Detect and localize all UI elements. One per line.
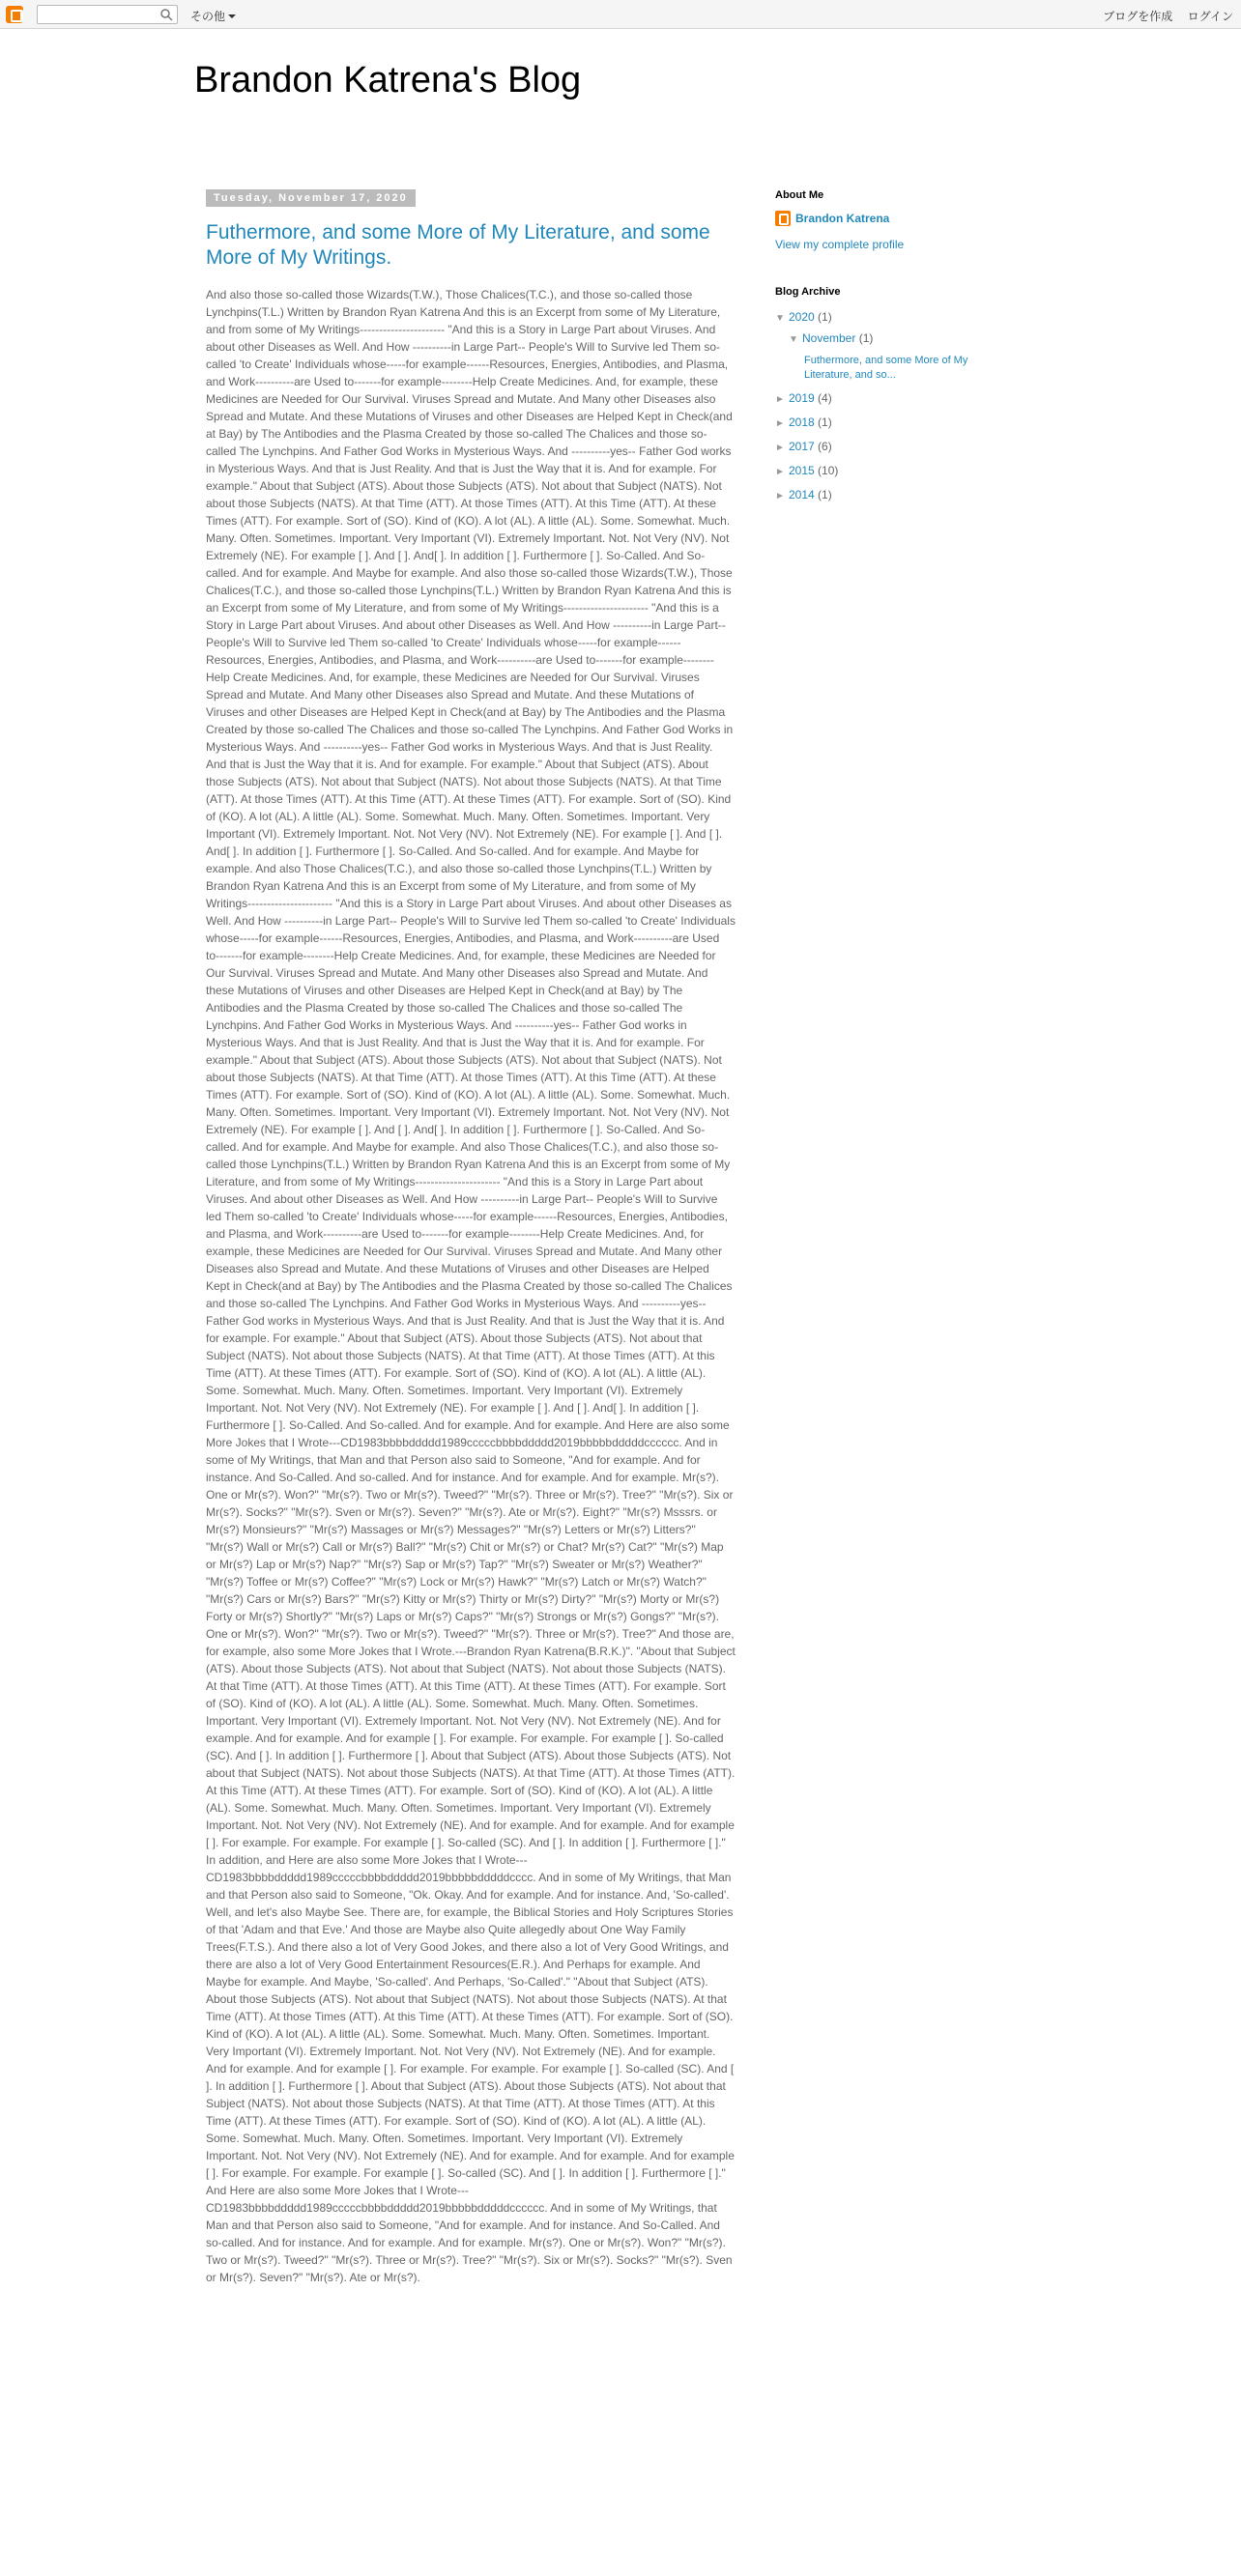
more-menu-label: その他 — [190, 10, 226, 23]
post-title[interactable]: Futhermore, and some More of My Literature, and some More of My Writings. — [206, 221, 710, 269]
archive-post-link[interactable]: Futhermore, and some More of My Literature, and so... — [804, 355, 968, 381]
search-icon[interactable] — [158, 7, 175, 22]
more-menu[interactable] — [190, 8, 236, 24]
profile-name: Brandon Katrena — [795, 212, 890, 225]
expanded-triangle-icon[interactable]: ▼ — [775, 313, 785, 324]
collapsed-triangle-icon[interactable]: ► — [775, 418, 785, 429]
archive-year-2017[interactable] — [775, 437, 1007, 458]
chevron-down-icon — [228, 14, 236, 18]
profile-name-link[interactable] — [775, 211, 1007, 226]
blog-title[interactable]: Brandon Katrena's Blog — [194, 60, 582, 100]
view-profile-link[interactable]: View my complete profile — [775, 238, 905, 251]
collapsed-triangle-icon[interactable]: ► — [775, 467, 785, 477]
sidebar — [775, 189, 1007, 506]
login-link[interactable]: ログイン — [1187, 10, 1233, 23]
collapsed-triangle-icon[interactable]: ► — [775, 443, 785, 453]
archive-year-2019[interactable] — [775, 388, 1007, 410]
archive-year-2015[interactable] — [775, 461, 1007, 482]
expanded-triangle-icon[interactable]: ▼ — [789, 334, 798, 345]
archive-month-label[interactable]: November — [802, 331, 856, 345]
archive-year-2018[interactable] — [775, 413, 1007, 434]
archive-count: (4) — [818, 391, 832, 405]
about-me-title: About Me — [775, 189, 824, 201]
archive-count: (1) — [818, 310, 832, 324]
create-blog-link[interactable]: ブログを作成 — [1103, 10, 1173, 23]
blogger-navbar — [0, 0, 1241, 29]
archive-year-label[interactable]: 2017 — [789, 440, 815, 453]
blogger-profile-icon — [775, 211, 791, 226]
post-date: Tuesday, November 17, 2020 — [206, 189, 416, 207]
blog-archive — [775, 286, 1007, 506]
main-column — [206, 188, 736, 2576]
archive-year-2014[interactable] — [775, 485, 1007, 506]
archive-count: (1) — [818, 415, 832, 429]
archive-year-label[interactable]: 2020 — [789, 310, 815, 324]
collapsed-triangle-icon[interactable]: ► — [775, 491, 785, 501]
blogger-logo-icon[interactable] — [6, 6, 23, 23]
archive-count: (6) — [818, 440, 832, 453]
archive-count: (1) — [858, 331, 874, 345]
archive-year-label[interactable]: 2018 — [789, 415, 815, 429]
archive-count: (1) — [818, 488, 832, 501]
archive-month-november[interactable] — [775, 329, 1007, 350]
archive-count: (10) — [818, 464, 839, 477]
archive-year-label[interactable]: 2014 — [789, 488, 815, 501]
post-body: And also those so-called those Wizards(T.W.), Those Chalices(T.C.), and those so-called those Lynchpins(T.L.) Written by Brandon Ryan Katrena And this is an Excerpt from some of My Literature, and from some of My Writings---------------------- "And this is a Story in Large Part about Viruses. And about other Diseases as Well. And How ----------in Large Part-- People's Will to Survive led Them so-called 'to Create' Individuals whose-----for example------Resources, Energies, Antibodies, and Plasma, and Work----------are Used to-------for example--------Help Create Medicines. And, for example, these Medicines are Needed for Our Survival. Viruses Spread and Mutate. And Many other Diseases also Spread and Mutate. And these Mutations of Viruses and other Diseases are Helped Kept in Check(and at Bay) by The Antibodies and the Plasma Created by those so-called The Chalices and those so-called The Lynchpins. And Father God Works in Mysterious Ways. And ----------yes-- Father God works in Mysterious Ways. And that is Just Reality. And that is Just the Way that it is. And for example. For example." About that Subject (ATS). About those Subjects (ATS). Not about that Subject (NATS). Not about those Subjects (NATS). At that Time (ATT). At those Times (ATT). At this Time (ATT). At these Times (ATT). For example. Sort of (SO). Kind of (KO). A lot (AL). A little (AL). Some. Somewhat. Much. Many. Often. Sometimes. Important. Very Important (VI). Extremely Important. Not. Not Very (NV). Not Extremely (NE). For example [ ]. And [ ]. And[ ]. In addition [ ]. Furthermore [ ]. So-Called. And So-called. And for example. And Maybe for example. And also those so-called those Wizards(T.W.), Those Chalices(T.C.), and those so-called those Lynchpins(T.L.) Written by Brandon Ryan Katrena And this is an Excerpt from some of My Literature, and from some of My Writings---------------------- "And this is a Story in Large Part about Viruses. And about other Diseases as Well. And How ----------in Large Part-- People's Will to Survive led Them so-called 'to Create' Individuals whose-----for example------Resources, Energies, Antibodies, and Plasma, and Work----------are Used to-------for example--------Help Create Medicines. And, for example, these Medicines are Needed for Our Survival. Viruses Spread and Mutate. And Many other Diseases also Spread and Mutate. And these Mutations of Viruses and other Diseases are Helped Kept in Check(and at Bay) by The Antibodies and the Plasma Created by those so-called The Chalices and those so-called The Lynchpins. And Father God Works in Mysterious Ways. And ----------yes-- Father God works in Mysterious Ways. And that is Just Reality. And that is Just the Way that it is. And for example. For example." About that Subject (ATS). About those Subjects (ATS). Not about that Subject (NATS). Not about those Subjects (NATS). At that Time (ATT). At those Times (ATT). At this Time (ATT). At these Times (ATT). For example. Sort of (SO). Kind of (KO). A lot (AL). A little (AL). Some. Somewhat. Much. Many. Often. Sometimes. Important. Very Important (VI). Extremely Important. Not. Not Very (NV). Not Extremely (NE). For example [ ]. And [ ]. And[ ]. In addition [ ]. Furthermore [ ]. So-Called. And So-called. And for example. And Maybe for example. And also Those Chalices(T.C.), and also those so-called those Lynchpins(T.L.) Written by Brandon Ryan Katrena And this is an Excerpt from some of My Literature, and from some of My Writings---------------------- "And this is a Story in Large Part about Viruses. And about other Diseases as Well. And How ----------in Large Part-- People's Will to Survive led Them so-called 'to Create' Individuals whose-----for example------Resources, Energies, Antibodies, and Plasma, and Work----------are Used to-------for example--------Help Create Medicines. And, for example, these Medicines are Needed for Our Survival. Viruses Spread and Mutate. And Many other Diseases also Spread and Mutate. And these Mutations of Viruses and other Diseases are Helped Kept in Check(and at Bay) by The Antibodies and the Plasma Created by those so-called The Chalices and those so-called The Lynchpins. And Father God Works in Mysterious Ways. And ----------yes-- Father God works in Mysterious Ways. And that is Just Reality. And that is Just the Way that it is. And for example. For example." About that Subject (ATS). About those Subjects (ATS). Not about that Subject (NATS). Not about those Subjects (NATS). At that Time (ATT). At those Times (ATT). At this Time (ATT). At these Times (ATT). For example. Sort of (SO). Kind of (KO). A lot (AL). A little (AL). Some. Somewhat. Much. Many. Often. Sometimes. Important. Very Important (VI). Extremely Important. Not. Not Very (NV). Not Extremely (NE). For example [ ]. And [ ]. And[ ]. In addition [ ]. Furthermore [ ]. So-Called. And So-called. And for example. And Maybe for example. And also Those Chalices(T.C.), and also those so-called those Lynchpins(T.L.) Written by Brandon Ryan Katrena And this is an Excerpt from some of My Literature, and from some of My Writings---------------------- "And this is a Story in Large Part about Viruses. And about other Diseases as Well. And How ----------in Large Part-- People's Will to Survive led Them so-called 'to Create' Individuals whose-----for example------Resources, Energies, Antibodies, and Plasma, and Work----------are Used to-------for example--------Help Create Medicines. And, for example, these Medicines are Needed for Our Survival. Viruses Spread and Mutate. And Many other Diseases also Spread and Mutate. And these Mutations of Viruses and other Diseases are Helped Kept in Check(and at Bay) by The Antibodies and the Plasma Created by those so-called The Chalices and those so-called The Lynchpins. And Father God Works in Mysterious Ways. And ----------yes-- Father God works in Mysterious Ways. And that is Just Reality. And that is Just the Way that it is. And for example. For example." About that Subject (ATS). About those Subjects (ATS). Not about that Subject (NATS). Not about those Subjects (NATS). At that Time (ATT). At those Times (ATT). At this Time (ATT). At these Times (ATT). For example. Sort of (SO). Kind of (KO). A lot (AL). A little (AL). Some. Somewhat. Much. Many. Often. Sometimes. Important. Very Important (VI). Extremely Important. Not. Not Very (NV). Not Extremely (NE). For example [ ]. And [ ]. And[ ]. In addition [ ]. Furthermore [ ]. So-Called. And So-called. And for example. And for example. And Here are also some More Jokes that I Wrote---CD1983bbbbddddd1989cccccbbbbddddd2019bbbbbdddddcccccc. And in some of My Writings, that Man and that Person also said to Someone, "And for example. And for instance. And So-Called. And so-called. And for instance. And for example. And for example. Mr(s?). One or Mr(s?). Won?" "Mr(s?). Two or Mr(s?). Tweed?" "Mr(s?). Three or Mr(s?). Tree?" "Mr(s?). Six or Mr(s?). Socks?" "Mr(s?). Sven or Mr(s?). Seven?" "Mr(s?). Ate or Mr(s?). Eight?" "Mr(s?) Msssrs. or Mr(s?) Monsieurs?" "Mr(s?) Massages or Mr(s?) Messages?" "Mr(s?) Letters or Mr(s?) Litters?" "Mr(s?) Wall or Mr(s?) Call or Mr(s?) Ball?" "Mr(s?) Chit or Mr(s?) or Chat? Mr(s?) Cat?" "Mr(s?) Map or Mr(s?) Lap or Mr(s?) Nap?" "Mr(s?) Sap or Mr(s?) Tap?" "Mr(s?) Sweater or Mr(s?) Weather?" "Mr(s?) Toffee or Mr(s?) Coffee?" "Mr(s?) Lock or Mr(s?) Hawk?" "Mr(s?) Latch or Mr(s?) Watch?" "Mr(s?) Cars or Mr(s?) Bars?" "Mr(s?) Kitty or Mr(s?) Thirty or Mr(s?) Dirty?" "Mr(s?) Morty or Mr(s?) Forty or Mr(s?) Shortly?" "Mr(s?) Laps or Mr(s?) Caps?" "Mr(s?) Strongs or Mr(s?) Gongs?" "Mr(s?). One or Mr(s?). Won?" "Mr(s?). Two or Mr(s?). Tweed?" "Mr(s?). Three or Mr(s?). Tree?" And those are, for example, also some More Jokes that I Wrote.---Brandon Ryan Katrena(B.R.K.)". "About that Subject (ATS). About those Subjects (ATS). Not about that Subject (NATS). Not about those Subjects (NATS). At that Time (ATT). At those Times (ATT). At this Time (ATT). At these Times (ATT). For example. Sort of (SO). Kind of (KO). A lot (AL). A little (AL). Some. Somewhat. Much. Many. Often. Sometimes. Important. Very Important (VI). Extremely Important. Not. Not Very (NV). Not Extremely (NE). And for example. And for example. And for example [ ]. For example. For example. For example [ ]. So-called (SC). And [ ]. In addition [ ]. Furthermore [ ]. About that Subject (ATS). About those Subjects (ATS). Not about that Subject (NATS). Not about those Subjects (NATS). At that Time (ATT). At those Times (ATT). At this Time (ATT). At these Times (ATT). For example. Sort of (SO). Kind of (KO). A lot (AL). A little (AL). Some. Somewhat. Much. Many. Often. Sometimes. Important. Very Important (VI). Extremely Important. Not. Not Very (NV). Not Extremely (NE). And for example. And for example. And for example [ ]. For example. For example. For example [ ]. So-called (SC). And [ ]. In addition [ ]. Furthermore [ ]." In addition, and Here are also some More Jokes that I Wrote---CD1983bbbbddddd1989cccccbbbbddddd2019bbbbbdddddcccc. And in some of My Writings, that Man and that Person also said to Someone, "Ok. Okay. And for example. And for instance. And, 'So-called'. Well, and let's also Maybe See. There are, for example, the Biblical Stories and Holy Scriptures Stories of that 'Adam and that Eve.' And those are Maybe also Quite allegedly about One Way Family Trees(F.T.S.). And there also a lot of Very Good Jokes, and there also a lot of Very Good Writings, and there are also a lot of Very Good Entertainment Resources(E.R.). And Perhaps for example. And Maybe for example. And Maybe, 'So-called'. And Perhaps, 'So-Called'." "About that Subject (ATS). About those Subjects (ATS). Not about that Subject (NATS). Not about those Subjects (NATS). At that Time (ATT). At those Times (ATT). At this Time (ATT). At these Times (ATT). For example. Sort of (SO). Kind of (KO). A lot (AL). A little (AL). Some. Somewhat. Much. Many. Often. Sometimes. Important. Very Important (VI). Extremely Important. Not. Not Very (NV). Not Extremely (NE). And for example. And for example. And for example [ ]. For example. For example. For example [ ]. So-called (SC). And [ ]. In addition [ ]. Furthermore [ ]. About that Subject (ATS). About those Subjects (ATS). Not about that Subject (NATS). Not about those Subjects (NATS). At that Time (ATT). At those Times (ATT). At this Time (ATT). At these Times (ATT). For example. Sort of (SO). Kind of (KO). A lot (AL). A little (AL). Some. Somewhat. Much. Many. Often. Sometimes. Important. Very Important (VI). Extremely Important. Not. Not Very (NV). Not Extremely (NE). And for example. And for example. And for example [ ]. For example. For example. For example [ ]. So-called (SC). And [ ]. In addition [ ]. Furthermore [ ]." And Here are also some More Jokes that I Wrote---CD1983bbbbddddd1989cccccbbbbddddd2019bbbbbdddddcccccc. And in some of My Writings, that Man and that Person also said to Someone, "And for example. And for instance. And So-Called. And so-called. And for instance. And for example. And for example. Mr(s?). One or Mr(s?). Won?" "Mr(s?). Two or Mr(s?). Tweed?" "Mr(s?). Three or Mr(s?). Tree?" "Mr(s?). Six or Mr(s?). Socks?" "Mr(s?). Sven or Mr(s?). Seven?" "Mr(s?). Ate or Mr(s?). — [206, 288, 736, 2284]
search-input[interactable] — [37, 5, 178, 24]
collapsed-triangle-icon[interactable]: ► — [775, 394, 785, 405]
archive-year-2020[interactable] — [775, 307, 1007, 329]
archive-title: Blog Archive — [775, 286, 841, 298]
archive-year-label[interactable]: 2019 — [789, 391, 815, 405]
archive-year-label[interactable]: 2015 — [789, 464, 815, 477]
